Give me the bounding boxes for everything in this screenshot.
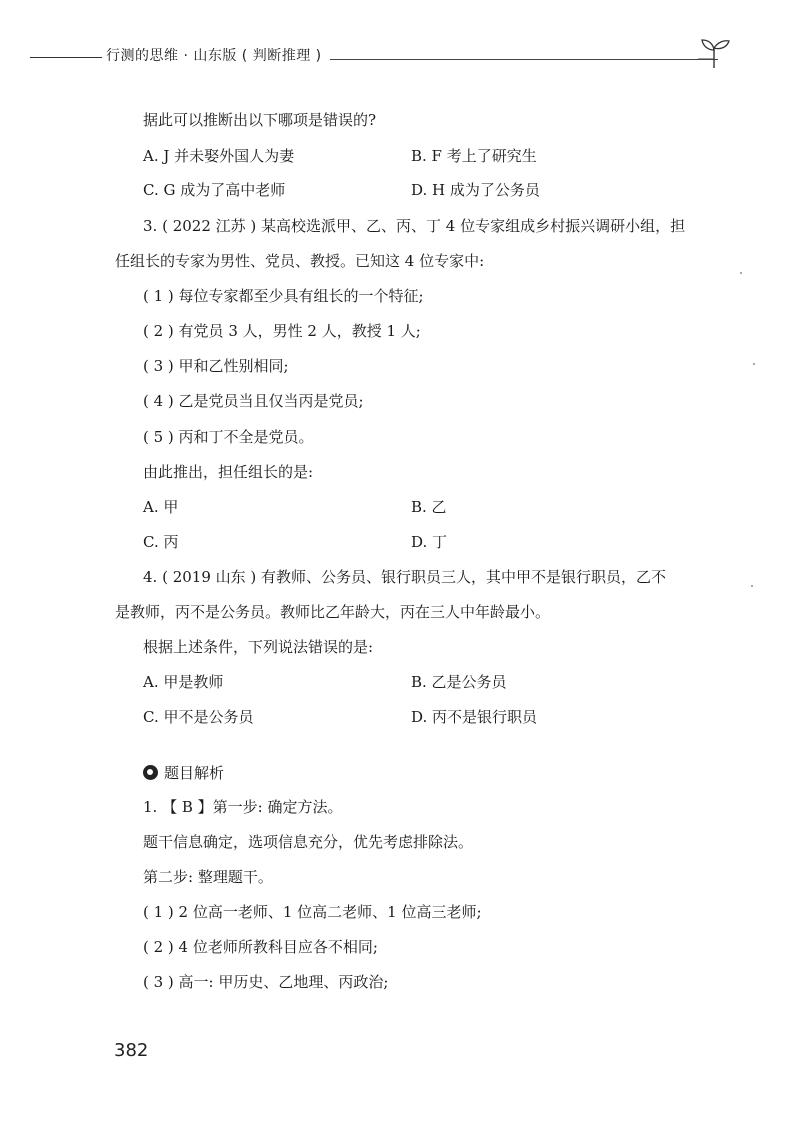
q3-line1: 3. ( 2022 江苏 ) 某高校选派甲、乙、丙、丁 4 位专家组成乡村振兴调研小组，担 <box>143 217 686 235</box>
q2-question: 据此可以推断出以下哪项是错误的? <box>143 111 377 129</box>
q3-condition-1: ( 1 ) 每位专家都至少具有组长的一个特征; <box>143 287 424 305</box>
analysis-line-4: ( 1 ) 2 位高一老师、1 位高二老师、1 位高三老师; <box>143 903 482 921</box>
q3-option-d: D. 丁 <box>411 533 448 551</box>
q2-option-a: A. J 并未娶外国人为妻 <box>143 147 295 165</box>
header-title: 行测的思维 · 山东版 ( 判断推理 ) <box>106 48 322 64</box>
analysis-heading-text: 题目解析 <box>164 764 225 782</box>
analysis-line-2: 题干信息确定，选项信息充分，优先考虑排除法。 <box>143 833 474 851</box>
analysis-line-3: 第二步: 整理题干。 <box>143 868 273 886</box>
q4-line2: 是教师，丙不是公务员。教师比乙年龄大，丙在三人中年龄最小。 <box>115 603 551 621</box>
page-number: 382 <box>114 1040 149 1061</box>
q2-option-b: B. F 考上了研究生 <box>411 147 537 165</box>
q3-option-c: C. 丙 <box>143 533 179 551</box>
analysis-heading <box>143 762 224 783</box>
q3-condition-4: ( 4 ) 乙是党员当且仅当丙是党员; <box>143 392 364 410</box>
q3-condition-2: ( 2 ) 有党员 3 人，男性 2 人，教授 1 人; <box>143 322 421 340</box>
q2-option-d: D. H 成为了公务员 <box>411 181 540 199</box>
q3-option-b: B. 乙 <box>411 498 447 516</box>
analysis-bullet-icon <box>143 765 158 780</box>
q4-line1: 4. ( 2019 山东 ) 有教师、公务员、银行职员三人，其中甲不是银行职员，乙不 <box>143 568 667 586</box>
q2-option-c: C. G 成为了高中老师 <box>143 181 286 199</box>
q4-option-d: D. 丙不是银行职员 <box>411 708 538 726</box>
q3-option-a: A. 甲 <box>143 498 179 516</box>
analysis-line-1: 1. 【 B 】第一步: 确定方法。 <box>143 798 343 816</box>
scan-speck <box>751 585 753 587</box>
q4-option-a: A. 甲是教师 <box>143 673 224 691</box>
q4-question: 根据上述条件，下列说法错误的是: <box>143 638 374 656</box>
scan-speck <box>753 363 755 365</box>
scan-speck <box>740 272 742 274</box>
q3-question: 由此推出，担任组长的是: <box>143 463 314 481</box>
q3-condition-5: ( 5 ) 丙和丁不全是党员。 <box>143 428 314 446</box>
q3-line2: 任组长的专家为男性、党员、教授。已知这 4 位专家中: <box>115 252 485 270</box>
q4-option-c: C. 甲不是公务员 <box>143 708 254 726</box>
analysis-line-6: ( 3 ) 高一: 甲历史、乙地理、丙政治; <box>143 973 389 991</box>
q4-option-b: B. 乙是公务员 <box>411 673 507 691</box>
analysis-line-5: ( 2 ) 4 位老师所教科目应各不相同; <box>143 938 378 956</box>
q3-condition-3: ( 3 ) 甲和乙性别相同; <box>143 357 289 375</box>
